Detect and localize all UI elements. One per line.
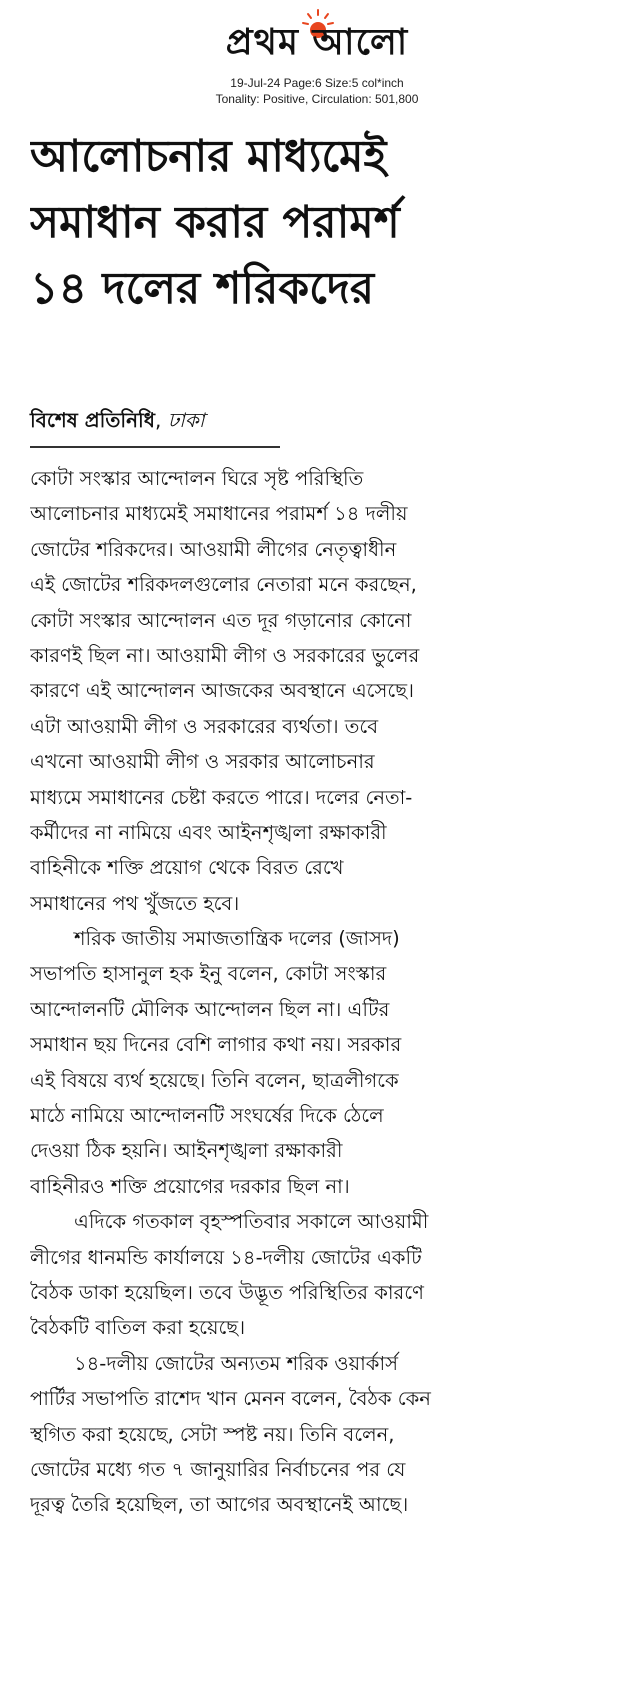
text-line: দূরত্ব তৈরি হয়েছিল, তা আগের অবস্থানেই আছে। [30,1493,409,1517]
article-paragraph [30,461,614,921]
text-line: মাঠে নামিয়ে আন্দোলনটি সংঘর্ষের দিকে ঠেলে [30,1104,384,1128]
text-line: লীগের ধানমন্ডি কার্যালয়ে ১৪-দলীয় জোটের একটি [30,1245,422,1269]
byline-separator: , [154,408,168,432]
text-line: কোটা সংস্কার আন্দোলন এত দূর গড়ানোর কোনো [30,608,412,632]
clipping-meta-tonality: Tonality: Positive, Circulation: 501,800 [215,92,419,106]
newspaper-logo [187,8,447,70]
text-line: সমাধানের পথ খুঁজতে হবে। [30,891,240,915]
text-line: এই বিষয়ে ব্যর্থ হয়েছে। তিনি বলেন, ছাত্রলীগকে [30,1068,399,1092]
text-line: এটা আওয়ামী লীগ ও সরকারের ব্যর্থতা। তবে [30,714,379,738]
text-line: কারণই ছিল না। আওয়ামী লীগ ও সরকারের ভুলের [30,643,420,667]
text-line: সভাপতি হাসানুল হক ইনু বলেন, কোটা সংস্কার [30,962,387,986]
text-line: জোটের মধ্যে গত ৭ জানুয়ারির নির্বাচনের পর যে [30,1457,406,1481]
byline-reporter: বিশেষ প্রতিনিধি [30,408,155,432]
text-line: কারণে এই আন্দোলন আজকের অবস্থানে এসেছে। [30,679,415,703]
text-line: এই জোটের শরিকদলগুলোর নেতারা মনে করছেন, [30,573,417,597]
byline-divider [30,446,280,448]
text-line: দেওয়া ঠিক হয়নি। আইনশৃঙ্খলা রক্ষাকারী [30,1139,343,1163]
text-line: বৈঠক ডাকা হয়েছিল। তবে উদ্ভূত পরিস্থিতির কারণে [30,1280,424,1304]
headline-line: ১৪ দলের শরিকদের [30,263,375,314]
text-line: কোটা সংস্কার আন্দোলন ঘিরে সৃষ্ট পরিস্থিতি [30,467,364,490]
text-line: স্থগিত করা হয়েছে, সেটা স্পষ্ট নয়। তিনি বলেন, [30,1422,395,1446]
article-paragraph [30,1346,614,1523]
headline-line: সমাধান করার পরামর্শ [30,197,400,248]
text-line: আন্দোলনটি মৌলিক আন্দোলন ছিল না। এটির [30,997,390,1021]
text-line: সমাধান ছয় দিনের বেশি লাগার কথা নয়। সরকার [30,1033,402,1057]
article-body [30,461,614,1523]
clipping-meta-date: 19-Jul-24 Page:6 Size:5 col*inch [230,76,404,90]
text-line: মাধ্যমে সমাধানের চেষ্টা করতে পারে। দলের নেতা- [30,785,413,809]
headline-line: আলোচনার মাধ্যমেই [30,131,387,182]
byline [30,405,590,435]
text-line: বাহিনীরও শক্তি প্রয়োগের দরকার ছিল না। [30,1174,350,1198]
text-line: এদিকে গতকাল বৃহস্পতিবার সকালে আওয়ামী [74,1210,429,1234]
text-line: বৈঠকটি বাতিল করা হয়েছে। [30,1316,246,1340]
logo-wordmark: প্রথম আলো [225,21,409,63]
text-line: পার্টির সভাপতি রাশেদ খান মেনন বলেন, বৈঠক কেন [30,1387,431,1411]
text-line: শরিক জাতীয় সমাজতান্ত্রিক দলের (জাসদ) [74,927,400,951]
article-paragraph [30,921,614,1204]
text-line: এখনো আওয়ামী লীগ ও সরকার আলোচনার [30,750,375,774]
text-line: জোটের শরিকদের। আওয়ামী লীগের নেতৃত্বাধীন [30,537,397,561]
masthead [0,0,634,112]
text-line: ১৪-দলীয় জোটের অন্যতম শরিক ওয়ার্কার্স [74,1351,398,1375]
byline-place: ঢাকা [167,408,205,432]
article-headline [30,124,610,322]
text-line: বাহিনীকে শক্তি প্রয়োগ থেকে বিরত রেখে [30,856,344,880]
text-line: আলোচনার মাধ্যমেই সমাধানের পরামর্শ ১৪ দলীয় [30,502,408,526]
article-paragraph [30,1204,614,1346]
text-line: কর্মীদের না নামিয়ে এবং আইনশৃঙ্খলা রক্ষাকারী [30,820,387,844]
